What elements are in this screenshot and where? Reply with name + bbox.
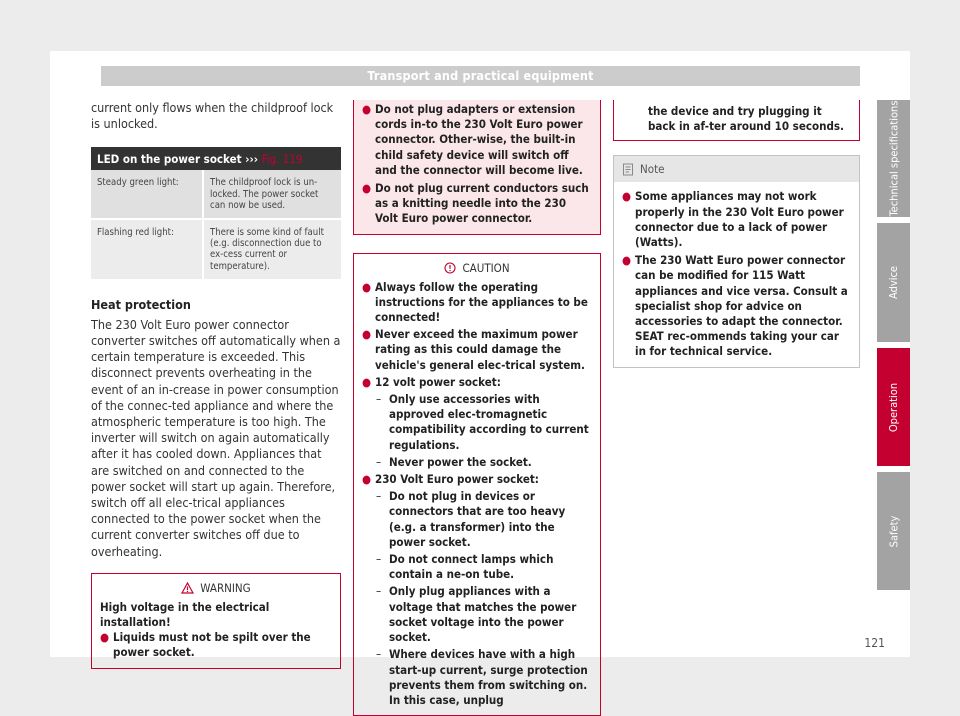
caution-text: Never exceed the maximum power rating as this could damage the vehicle's general elec-trical system.: [375, 327, 585, 372]
warning-lead: High voltage in the electrical installation!: [100, 599, 270, 630]
heat-protection-heading: Heat protection: [91, 296, 191, 312]
note-text: Some appliances may not work properly in the 230 Volt Euro power connector due to a lack of power (Watts).: [635, 189, 844, 250]
caution-box-continued: [613, 100, 860, 141]
bullet-icon: ●: [362, 102, 372, 116]
note-text: The 230 Watt Euro power connector can be modified for 115 Watt appliances and vice versa. Consult a specialist shop for advice on accessories to adapt the connector. SEAT rec-ommends taking your car in for technical service.: [635, 253, 848, 359]
table-cell-text: The childproof lock is un-locked. The power socket can now be used.: [203, 170, 341, 219]
dash-icon: –: [376, 584, 382, 599]
note-label: Note: [640, 162, 665, 177]
table-row: [91, 219, 341, 279]
tab-technical-specifications[interactable]: [877, 100, 910, 217]
intro-text: current only flows when the childproof lock is unlocked.: [91, 100, 334, 132]
warning-triangle-icon: [181, 582, 194, 594]
caution-box: [353, 253, 601, 716]
section-header: Transport and practical equipment: [101, 66, 860, 86]
bullet-icon: ●: [362, 472, 372, 487]
dash-icon: –: [376, 552, 382, 567]
note-icon: [622, 163, 634, 176]
dash-icon: –: [376, 647, 382, 662]
table-cell-label: Flashing red light:: [91, 219, 203, 279]
caution-body: [354, 280, 600, 715]
list-item: [362, 584, 592, 645]
led-table-title: [91, 147, 341, 170]
column-3: [613, 100, 860, 368]
warning-cont-text: Do not plug adapters or extension cords in-to the 230 Volt Euro power connector. Other-wise, the built-in child safety device will switch off and the connector will become live.: [375, 102, 583, 177]
warning-header: [92, 574, 340, 600]
figure-link[interactable]: Fig. 119: [261, 152, 303, 167]
caution-subtext: Where devices have with a high start-up current, surge protection prevents them from switching on. In this case, unplug: [389, 647, 588, 707]
table-row: [91, 170, 341, 219]
led-table-title-text: LED on the power socket: [97, 152, 242, 167]
dash-icon: –: [376, 454, 382, 469]
bullet-icon: ●: [362, 181, 372, 196]
list-item: [362, 327, 592, 373]
column-2: [353, 100, 601, 716]
bullet-icon: ●: [362, 279, 372, 294]
warning-box: [91, 573, 341, 669]
tab-label: Technical specifications: [887, 100, 901, 217]
bullet-icon: ●: [622, 253, 632, 268]
dash-icon: –: [376, 489, 382, 504]
caution-text: Always follow the operating instructions for the appliances to be connected!: [375, 279, 588, 325]
caution-subtext: Never power the socket.: [389, 454, 532, 469]
list-item: [362, 489, 592, 550]
warning-bullet-text: Liquids must not be spilt over the power socket.: [113, 630, 311, 660]
arrow-icon: ›››: [245, 152, 258, 167]
list-item: [362, 552, 592, 582]
list-item: [622, 189, 851, 250]
led-table: [91, 170, 341, 278]
heat-protection-text: The 230 Volt Euro power connector converter switches off automatically when a certain temperature is exceeded. This disconnect prevents overheating in the event of an in-crease in power consumption of the connec-ted appliance and where the atmospheric temperature is too high. The inverter will switch on again automatically after it has cooled down. Appliances that are switched on and connected to the power socket will start up again. Therefore, switch off all elec-trical appliances connected to the power socket when the current converter switches off due to overheating.: [91, 316, 341, 559]
tab-label: Advice: [887, 266, 900, 299]
list-item: [362, 375, 592, 390]
tab-label: Safety: [887, 515, 900, 547]
caution-subtext: Only plug appliances with a voltage that matches the power socket voltage into the power socket.: [389, 584, 577, 645]
caution-subtext: Do not connect lamps which contain a ne-on tube.: [389, 552, 554, 582]
tab-operation[interactable]: [877, 348, 910, 466]
caution-cont-body: the device and try plugging it back in af-ter around 10 seconds.: [648, 104, 844, 134]
bullet-icon: ●: [362, 374, 372, 389]
bullet-icon: ●: [362, 327, 372, 342]
bullet-icon: ●: [100, 630, 110, 645]
caution-text: 12 volt power socket:: [375, 374, 501, 389]
warning-body: [92, 600, 340, 668]
note-body: [614, 182, 859, 366]
list-item: [362, 181, 592, 227]
list-item: [100, 630, 332, 660]
table-cell-text: There is some kind of fault (e.g. disconnection due to ex-cess current or temperature).: [203, 219, 341, 279]
tab-label: Operation: [887, 382, 900, 432]
caution-text: 230 Volt Euro power socket:: [375, 472, 539, 487]
note-header: [614, 156, 859, 182]
list-item: [362, 647, 592, 708]
caution-header: [354, 254, 600, 280]
list-item: [362, 455, 592, 470]
caution-subtext: Only use accessories with approved elec-tromagnetic compatibility according to current regulations.: [389, 392, 589, 452]
column-1: [91, 100, 341, 669]
warning-box-continued: [353, 100, 601, 235]
caution-label: CAUTION: [462, 260, 510, 275]
caution-circle-icon: [444, 262, 456, 274]
warning-label: WARNING: [200, 580, 251, 595]
list-item: [362, 102, 592, 178]
tab-safety[interactable]: [877, 472, 910, 590]
page-number: 121: [864, 636, 885, 650]
list-item: [362, 472, 592, 487]
caution-subtext: Do not plug in devices or connectors that are too heavy (e.g. a transformer) into the power socket.: [389, 489, 566, 549]
dash-icon: –: [376, 392, 382, 407]
table-cell-label: Steady green light:: [91, 170, 203, 219]
list-item: [362, 280, 592, 326]
note-box: [613, 155, 860, 367]
warning-cont-body: [354, 100, 600, 234]
tab-advice[interactable]: [877, 223, 910, 342]
list-item: [622, 253, 851, 359]
warning-cont-text: Do not plug current conductors such as a knitting needle into the 230 Volt Euro power connector.: [375, 181, 589, 226]
list-item: [362, 392, 592, 453]
bullet-icon: ●: [622, 189, 632, 204]
